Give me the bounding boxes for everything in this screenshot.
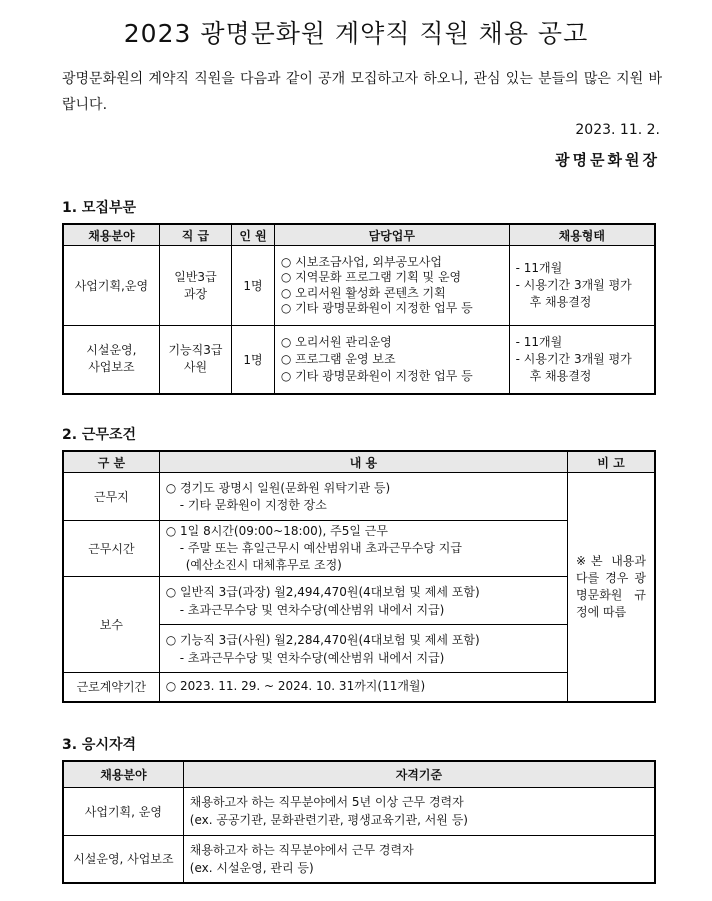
header-field: 채용분야 [63,224,159,246]
table-row [63,521,655,577]
section1-heading: 1. 모집부문 [62,200,137,216]
recruitment-table [62,223,656,395]
content-cell: ○ 기능직 3급(사원) 월2,284,470원(4대보험 및 제세 포함) - 초과근무수당 및 연차수당(예산범위 내에서 지급) [159,625,567,673]
remarks-note: ※본 내용과 다를 경우 광명문화원 규정에 따름 [568,473,655,702]
header-count: 인 원 [232,224,275,246]
field-cell: 사업기획, 운영 [63,787,183,835]
header-criteria: 자격기준 [183,761,655,787]
qualifications-table [62,760,656,884]
field-cell: 사업기획,운영 [63,246,159,326]
header-rank: 직 급 [159,224,231,246]
table-row [63,673,655,702]
label-cell: 근무시간 [63,521,159,577]
criteria-cell: 채용하고자 하는 직무분야에서 근무 경력자 (ex. 시설운영, 관리 등) [183,835,655,883]
header-category: 구 분 [63,451,159,473]
content-cell: ○ 2023. 11. 29. ~ 2024. 10. 31까지(11개월) [159,673,567,702]
table-row [63,473,655,521]
table-row [63,246,655,326]
intro-paragraph: 광명문화원의 계약직 직원을 다음과 같이 공개 모집하고자 하오니, 관심 있는 분들의 많은 지원 바랍니다. [62,71,662,113]
header-type: 채용형태 [509,224,655,246]
section2-heading: 2. 근무조건 [62,427,137,443]
rank-cell: 기능직3급 사원 [159,326,231,394]
count-cell: 1명 [232,326,275,394]
header-remarks: 비 고 [568,451,655,473]
type-cell: - 11개월 - 시용기간 3개월 평가 후 채용결정 [509,246,655,326]
label-cell: 근로계약기간 [63,673,159,702]
duties-cell: ○ 시보조금사업, 외부공모사업 ○ 지역문화 프로그램 기획 및 운영 ○ 오리서원 활성화 콘텐츠 기획 ○ 기타 광명문화원이 지정한 업무 등 [274,246,509,326]
table-row [63,577,655,625]
content-cell: ○ 1일 8시간(09:00~18:00), 주5일 근무 - 주말 또는 휴일근무시 예산범위내 초과근무수당 지급 (예산소진시 대체휴무로 조정) [159,521,567,577]
content-cell: ○ 일반직 3급(과장) 월2,494,470원(4대보험 및 제세 포함) - 초과근무수당 및 연차수당(예산범위 내에서 지급) [159,577,567,625]
type-cell: - 11개월 - 시용기간 3개월 평가 후 채용결정 [509,326,655,394]
count-cell: 1명 [232,246,275,326]
signer: 광명문화원장 [555,151,660,169]
criteria-cell: 채용하고자 하는 직무분야에서 5년 이상 근무 경력자 (ex. 공공기관, 문화관련기관, 평생교육기관, 서원 등) [183,787,655,835]
rank-cell: 일반3급 과장 [159,246,231,326]
duties-cell: ○ 오리서원 관리운영 ○ 프로그램 운영 보조 ○ 기타 광명문화원이 지정한 업무 등 [274,326,509,394]
header-duties: 담당업무 [274,224,509,246]
header-field: 채용분야 [63,761,183,787]
table-row [63,326,655,394]
label-cell: 근무지 [63,473,159,521]
header-content: 내 용 [159,451,567,473]
conditions-table [62,450,656,703]
field-cell: 시설운영, 사업보조 [63,835,183,883]
field-cell: 시설운영, 사업보조 [63,326,159,394]
table-row [63,835,655,883]
table-row [63,787,655,835]
label-cell: 보수 [63,577,159,673]
announcement-date: 2023. 11. 2. [575,122,660,138]
page-title: 2023 광명문화원 계약직 직원 채용 공고 [123,19,589,48]
section3-heading: 3. 응시자격 [62,737,137,753]
content-cell: ○ 경기도 광명시 일원(문화원 위탁기관 등) - 기타 문화원이 지정한 장소 [159,473,567,521]
